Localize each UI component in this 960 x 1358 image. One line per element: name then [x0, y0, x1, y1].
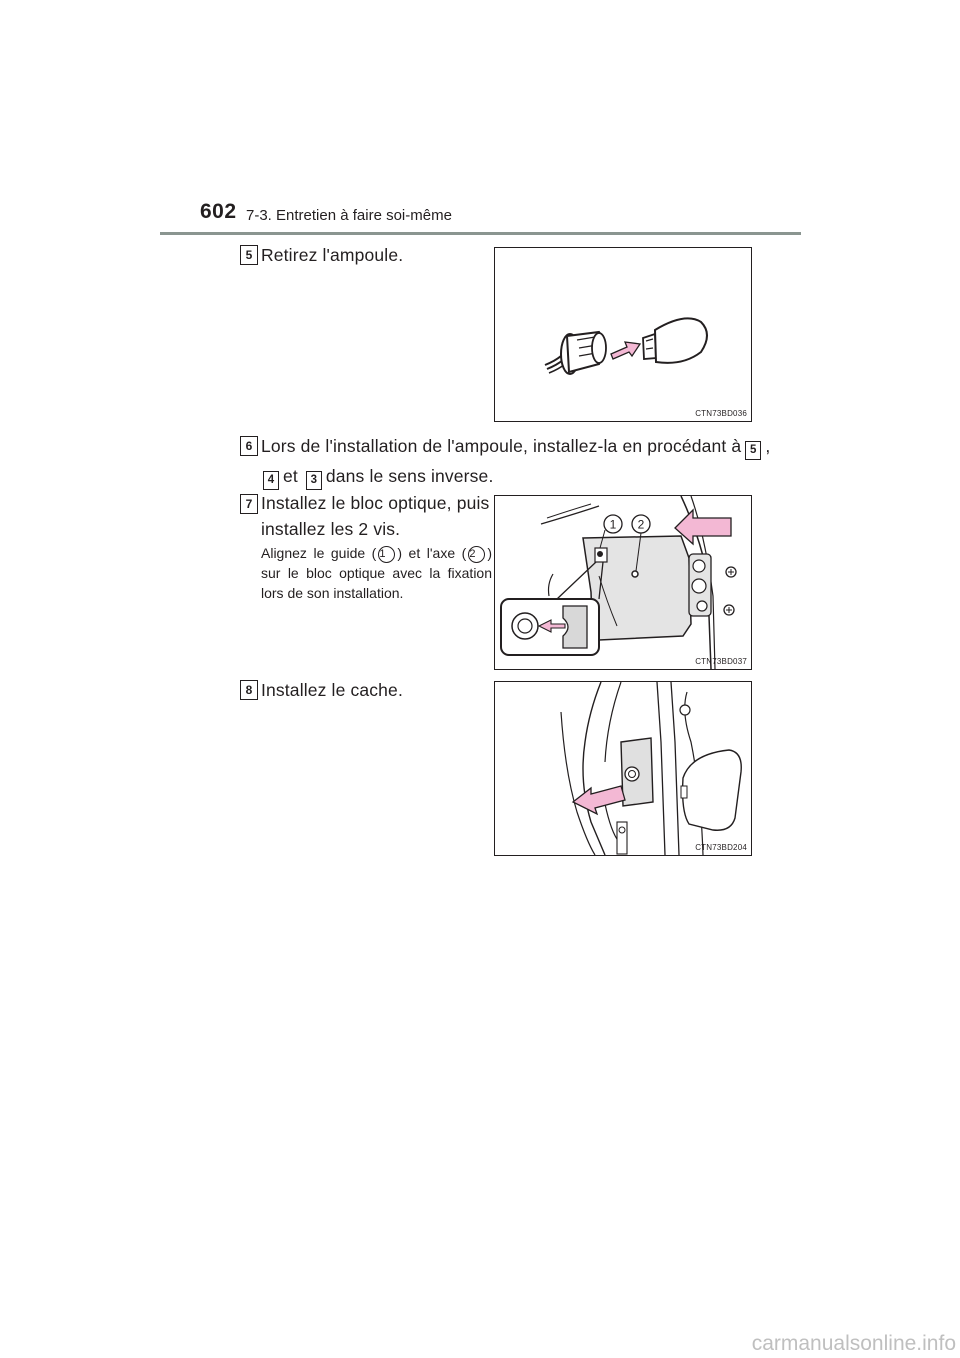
step-7-note: [261, 543, 492, 603]
circled-ref-1: 1: [378, 546, 395, 563]
illustration-cover-installation: [494, 681, 752, 856]
page-number: 602: [200, 200, 237, 223]
figure-code: CTN73BD037: [695, 657, 747, 666]
step-6-text-line2: [263, 463, 493, 490]
note-text-c: ) sur le bloc optique avec la fixation lors de son installation.: [261, 545, 493, 601]
header-divider: [160, 232, 801, 235]
step-number-5: 5: [240, 245, 258, 265]
direction-arrow-icon: [611, 342, 640, 359]
step-number-8: 8: [240, 680, 258, 700]
figure-code: CTN73BD204: [695, 843, 747, 852]
step-ref-3: 3: [306, 471, 322, 490]
note-text-b: ) et l'axe (: [397, 545, 467, 561]
callout-2: 2: [637, 517, 645, 532]
push-arrow-icon: [573, 786, 625, 814]
step-ref-5: 5: [745, 441, 761, 460]
comma: ,: [765, 436, 771, 456]
screw-icon: [724, 605, 734, 615]
step-6-text-line1: [261, 433, 770, 460]
step-8-text: Installez le cache.: [261, 680, 403, 700]
step-ref-4: 4: [263, 471, 279, 490]
screw-icon: [726, 567, 736, 577]
note-text-a: Alignez le guide (: [261, 545, 377, 561]
illustration-bulb-removal: [494, 247, 752, 422]
fuel-door: [683, 750, 742, 830]
watermark: carmanualsonline.info: [751, 1332, 956, 1355]
step-6-text-end: dans le sens inverse.: [325, 466, 494, 486]
step-6-text: Lors de l'installation de l'ampoule, installez-la en procédant à: [261, 436, 742, 456]
step-5-text: Retirez l'ampoule.: [261, 245, 404, 265]
step-7-text: Installez le bloc optique, puis installez les 2 vis.: [261, 493, 490, 539]
step-number-6: 6: [240, 436, 258, 456]
word-et: et: [283, 466, 298, 486]
circled-ref-2: 2: [468, 546, 485, 563]
section-title: 7-3. Entretien à faire soi-même: [246, 207, 452, 224]
callout-1: 1: [609, 517, 617, 532]
step-number-7: 7: [240, 494, 258, 514]
illustration-light-installation: [494, 495, 752, 670]
figure-code: CTN73BD036: [695, 409, 747, 418]
